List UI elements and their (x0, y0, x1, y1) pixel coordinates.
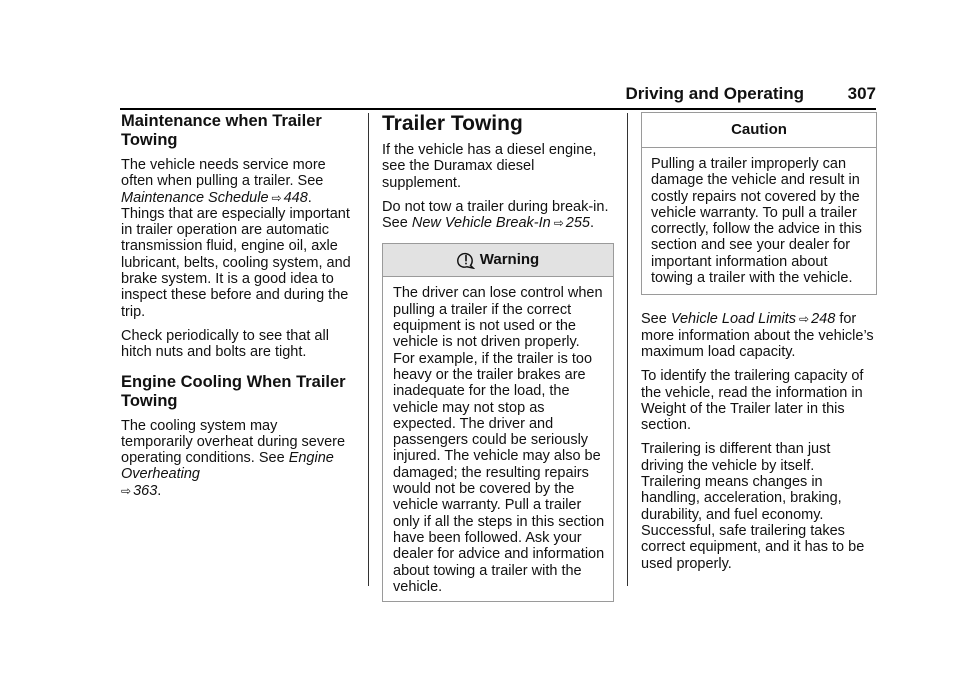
paragraph-hitch: Check periodically to see that all hitch nuts and bolts are tight. (121, 327, 329, 361)
paragraph-text: The cooling system may temporarily overheat during severe operating conditions. See (121, 417, 346, 467)
page-ref-arrow-icon: ⇨ (799, 312, 810, 327)
break-in-link[interactable]: New Vehicle Break-In (411, 215, 551, 232)
column-divider (627, 113, 628, 586)
paragraph-maintenance (121, 157, 353, 320)
paragraph-diesel: If the vehicle has a diesel engine, see the Duramax diesel supplement. (382, 142, 597, 191)
warning-text: The driver can lose control when pulling a trailer if the correct equipment is not used or the vehicle is not driven properly. For example, if the trailer is too heavy or the trailer brakes are inadequate for the load, the vehicle may not stop as expected. The driver and passengers could be seriously injured. The vehicle may also be damaged; the resulting repairs would not be covered by the vehicle warranty. Pull a trailer only if all the steps in this section have been followed. Ask your dealer for advice and information about towing a trailer with the vehicle. (393, 285, 605, 595)
warning-icon (457, 251, 475, 269)
paragraph-text: Do not tow a trailer during break-in. See (382, 198, 609, 232)
paragraph-text: The vehicle needs service more often when pulling a trailer. See (121, 157, 326, 190)
page-ref-arrow-icon: ⇨ (271, 190, 282, 205)
paragraph-cooling: The cooling system may temporarily overheat during severe operating conditions. See Engine Overheating ⇨ 363. (121, 417, 346, 499)
paragraph-trailering-different: Trailering is different than just driving the vehicle by itself. Trailering means changes in handling, acceleration, braking, durability, and fuel economy. Successful, safe trailering takes correct equipment, and it has to be used properly. (641, 441, 865, 572)
page-ref-arrow-icon: ⇨ (553, 216, 564, 231)
section-title: Driving and Operating (625, 84, 804, 103)
warning-box (382, 243, 614, 602)
link-page[interactable]: 248 (811, 311, 836, 328)
caution-box (641, 112, 877, 295)
maintenance-schedule-link[interactable]: Maintenance Schedule ⇨ 448. (121, 189, 312, 206)
paragraph-break-in: Do not tow a trailer during break-in. See New Vehicle Break-In ⇨ 255. (382, 198, 609, 232)
vehicle-load-limits-link[interactable]: Vehicle Load Limits (670, 311, 797, 328)
page-ref-arrow-icon: ⇨ (121, 483, 132, 498)
column-left (121, 112, 353, 507)
link-page[interactable]: 363 (133, 482, 158, 499)
paragraph-trailering-capacity: To identify the trailering capacity of the vehicle, read the information in Weight of the Trailer later in this section. (641, 368, 864, 434)
header-rule (120, 108, 876, 110)
caution-text: Pulling a trailer improperly can damage the vehicle and result in costly repairs not covered by the vehicle warranty. To pull a trailer correctly, follow the advice in this section and see your dealer for important information about towing a trailer with the vehicle. (651, 156, 862, 287)
paragraph-text: Things that are especially important in trailer operation are automatic transmission fluid, engine oil, axle lubricant, belts, cooling system, and brake system. It is a good idea to inspect these before and during the trip. (121, 205, 351, 320)
paragraph-text: for more information about the vehicle’s maximum load capacity. (641, 311, 874, 360)
warning-title: Warning (479, 251, 540, 269)
engine-overheating-link[interactable]: Engine Overheating (121, 450, 334, 483)
link-page[interactable]: 255 (565, 215, 590, 232)
heading-maintenance: Maintenance when Trailer Towing (121, 112, 322, 149)
page-header (120, 84, 876, 104)
heading-trailer-towing: Trailer Towing (382, 112, 523, 135)
heading-engine-cooling: Engine Cooling When Trailer Towing (121, 372, 346, 410)
warning-header (383, 244, 613, 277)
column-middle (382, 112, 614, 602)
column-right (641, 112, 877, 580)
link-text: Maintenance Schedule (121, 189, 269, 206)
page-number: 307 (847, 84, 876, 103)
caution-title: Caution (642, 113, 876, 148)
paragraph-load-limits (641, 311, 877, 360)
link-page: 448 (283, 189, 308, 206)
column-divider (368, 113, 369, 586)
paragraph-text: See (641, 311, 667, 328)
